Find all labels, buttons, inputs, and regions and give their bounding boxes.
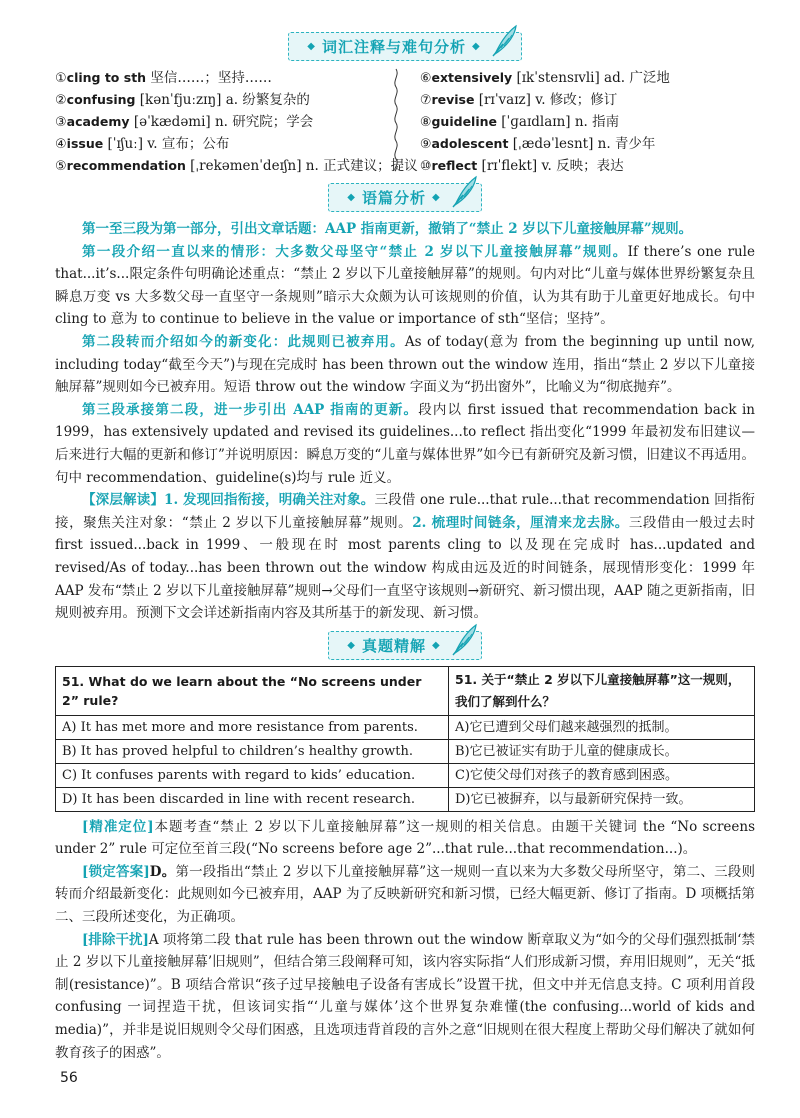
- vocab-gloss: [ˈɪʃuː] v. 宣布；公布: [103, 136, 230, 152]
- quill-icon: [449, 175, 479, 209]
- vocab-word: issue: [66, 136, 104, 151]
- vocab-num: ⑨: [419, 137, 432, 152]
- body-text: 本题考查“禁止 2 岁以下儿童接触屏幕”这一规则的相关信息。由题干关键词 the “No screens under 2” rule 可定位至首三段(“No screens before age 2”...that rule...that recommendation...)。: [55, 818, 755, 858]
- vocab-word: adolescent: [431, 136, 509, 151]
- highlight-text: 第一至三段为第一部分，引出文章话题：AAP 指南更新，撤销了“禁止 2 岁以下儿童接触屏幕”规则。: [82, 221, 693, 237]
- paragraph: [55, 241, 755, 331]
- vocab-gloss: [ɪkˈstensɪvli] ad. 广泛地: [512, 70, 670, 86]
- vocab-num: ④: [55, 137, 67, 152]
- table-row: [56, 739, 755, 763]
- vocab-list: [55, 67, 755, 177]
- vocab-gloss: [rɪˈvaɪz] v. 修改；修订: [474, 92, 618, 108]
- quill-icon: [449, 623, 479, 657]
- vocab-column-left: [55, 67, 418, 177]
- table-row: [56, 787, 755, 811]
- body-text: A 项将第二段 that rule has been thrown out the window 断章取义为“如今的父母们强烈抵制‘禁止 2 岁以下儿童接触屏幕’旧规则”，但结合第三段阐释可知，该内容实际指“人们形成新习惯，弃用旧规则”，无关“抵制(resistance)”。B 项结合常识“孩子过早接触电子设备有害成长”设置干扰，但文中并无信息支持。C 项利用首段 confusing 一词捏造干扰，但该词实指“‘儿童与媒体’这个世界复杂难懂(the confusing...world of kids and media)”，并非是说旧规则令父母们困惑，且选项违背首段的言外之意“旧规则在很大程度上帮助父母们解决了就如何教育孩子的困惑”。: [55, 931, 755, 1061]
- vocab-column-right: [402, 67, 755, 177]
- highlight-text: 第三段承接第二段，进一步引出 AAP 指南的更新。: [82, 401, 419, 418]
- answer-explanation: [55, 816, 755, 1065]
- vocab-section-header: [55, 32, 755, 61]
- vocab-item: [55, 67, 390, 89]
- column-divider: [390, 67, 402, 177]
- vocab-item: [420, 155, 755, 177]
- vocab-gloss: [ˌædəˈlesnt] n. 青少年: [508, 136, 656, 152]
- deep-reading-tag: 【深层解读】: [82, 492, 165, 509]
- discourse-section-header: [55, 183, 755, 212]
- vocab-item: [420, 67, 755, 89]
- vocab-num: ②: [55, 93, 67, 108]
- locate-tag: [精准定位]: [82, 818, 154, 835]
- bullet-icon: ◆: [347, 639, 356, 651]
- vocab-item: [55, 111, 390, 133]
- table-row: [56, 763, 755, 787]
- paragraph: [55, 489, 755, 625]
- vocab-item: [420, 89, 755, 111]
- bullet-icon: ◆: [432, 639, 441, 651]
- vocab-num: ⑤: [55, 159, 67, 174]
- discourse-analysis: [55, 218, 755, 625]
- vocab-item: [55, 155, 418, 177]
- vocab-num: ①: [55, 71, 67, 86]
- option-zh: B)它已被证实有助于儿童的健康成长。: [449, 739, 755, 763]
- vocab-num: ⑧: [419, 115, 432, 130]
- highlight-text: 第一段介绍一直以来的情形：大多数父母坚守“禁止 2 岁以下儿童接触屏幕”规则。: [82, 243, 628, 260]
- option-en: C) It confuses parents with regard to kids’ education.: [56, 763, 449, 787]
- vocab-word: extensively: [431, 70, 513, 85]
- option-zh: A)它已遭到父母们越来越强烈的抵制。: [449, 715, 755, 739]
- vocab-gloss: [ˌrekəmenˈdeɪʃn] n. 正式建议；提议: [185, 158, 418, 174]
- vocab-gloss: [əˈkædəmi] n. 研究院；学会: [129, 114, 314, 130]
- exam-banner: [328, 631, 481, 660]
- paragraph: [55, 861, 755, 929]
- paragraph: [55, 218, 755, 241]
- page-number: 56: [60, 1070, 78, 1086]
- vocab-word: revise: [431, 92, 475, 107]
- page-content: [55, 32, 755, 1064]
- vocab-item: [55, 89, 390, 111]
- vocab-num: ⑥: [419, 71, 432, 86]
- vocab-banner: [288, 32, 521, 61]
- question-zh: 51. 关于“禁止 2 岁以下儿童接触屏幕”这一规则，我们了解到什么？: [449, 666, 755, 715]
- option-en: B) It has proved helpful to children’s healthy growth.: [56, 739, 449, 763]
- vocab-word: confusing: [66, 92, 136, 107]
- option-zh: D)它已被摒弃，以与最新研究保持一致。: [449, 787, 755, 811]
- quill-icon: [489, 24, 519, 58]
- vocab-item: [55, 133, 390, 155]
- vocab-word: recommendation: [66, 158, 186, 173]
- option-en: A) It has met more and more resistance from parents.: [56, 715, 449, 739]
- wavy-divider-icon: [390, 67, 402, 172]
- vocab-gloss: 坚信……；坚持……: [146, 70, 272, 86]
- vocab-item: [420, 111, 755, 133]
- vocab-word: guideline: [431, 114, 497, 129]
- vocab-gloss: [kənˈfjuːzɪŋ] a. 纷繁复杂的: [135, 92, 310, 108]
- exclude-tag: [排除干扰]: [82, 931, 149, 948]
- vocab-num: ⑦: [419, 93, 432, 108]
- exam-section-header: [55, 631, 755, 660]
- answer-tag: [锁定答案]: [82, 863, 150, 880]
- exam-title: 真题精解: [361, 636, 426, 655]
- body-text: 段内以 first issued that recommendation back in 1999，has extensively updated and revised its guidelines...to reflect 指出变化“1999 年最初发布旧建议—后来进行大幅的更新和修订”并说明原因：瞬息万变的“儿童与媒体世界”如今已有新研究及新习惯，旧建议不再适用。句中 recommendation、guideline(s)均与 rule 近义。: [55, 401, 755, 486]
- body-text: If there’s one rule that...it’s...限定条件句明确论述重点：“禁止 2 岁以下儿童接触屏幕”的规则。句内对比“儿童与媒体世界纷繁复杂且瞬息万变 vs 大多数父母一直坚守一条规则”暗示大众颇为认可该规则的价值，认为其有助于儿童更好地成长。句中 cling to 意为 to continue to believe in the value or importance of sth“坚信；坚持”。: [55, 243, 755, 328]
- vocab-gloss: [rɪˈflekt] v. 反映；表达: [477, 158, 624, 174]
- discourse-title: 语篇分析: [361, 189, 426, 207]
- discourse-banner: [328, 183, 481, 212]
- highlight-text: 1. 发现回指衔接，明确关注对象。: [164, 492, 375, 509]
- question-table: [55, 666, 755, 812]
- vocab-num: ⑩: [419, 159, 432, 174]
- table-row: [56, 666, 755, 715]
- option-zh: C)它使父母们对孩子的教育感到困惑。: [449, 763, 755, 787]
- bullet-icon: ◆: [432, 192, 441, 203]
- vocab-gloss: [ˈɡaɪdlaɪn] n. 指南: [497, 114, 620, 130]
- table-row: [56, 715, 755, 739]
- highlight-text: 2. 梳理时间链条，厘清来龙去脉。: [412, 514, 629, 531]
- vocab-num: ③: [55, 115, 67, 130]
- bullet-icon: ◆: [472, 41, 481, 52]
- body-text: 第一段指出“禁止 2 岁以下儿童接触屏幕”这一规则一直以来为大多数父母所坚守，第二、三段则转而介绍最新变化：此规则如今已被弃用，AAP 为了反映新研究和新习惯，已经大幅更新、修订了指南。D 项概括第二、三段所述变化，为正确项。: [55, 863, 755, 926]
- paragraph: [55, 816, 755, 861]
- bullet-icon: ◆: [307, 41, 316, 52]
- answer-letter: D。: [149, 863, 176, 880]
- paragraph: [55, 399, 755, 489]
- highlight-text: 第二段转而介绍如今的新变化：此规则已被弃用。: [82, 333, 405, 350]
- vocab-title: 词汇注释与难句分析: [321, 38, 466, 56]
- paragraph: [55, 929, 755, 1065]
- question-en: 51. What do we learn about the “No screens under 2” rule?: [56, 666, 449, 715]
- vocab-word: reflect: [431, 158, 478, 173]
- body-text: As of today(意为 from the beginning up until now, including today“截至今天”)与现在完成时 has been thrown out the window 连用，指出“禁止 2 岁以下儿童接触屏幕”规则如今已被弃用。短语 throw out the window 字面义为“扔出窗外”，比喻义为“彻底抛弃”。: [55, 333, 756, 396]
- body-text: 三段借由一般过去时 first issued...back in 1999、一般现在时 most parents cling to 以及现在完成时 has...updated and revised/As of today...has been thrown out the window 构成由远及近的时间链条，展现情形变化：1999 年 AAP 发布“禁止 2 岁以下儿童接触屏幕”规则→父母们一直坚守该规则→新研究、新习惯出现，AAP 随之更新指南，旧规则被弃用。预测下文会详述新指南内容及其所基于的新发现、新习惯。: [55, 514, 756, 622]
- body-text: 三段借 one rule...that rule...that recommendation 回指衔接，聚焦关注对象：“禁止 2 岁以下儿童接触屏幕”规则。: [55, 492, 755, 531]
- paragraph: [55, 331, 755, 399]
- bullet-icon: ◆: [347, 192, 356, 203]
- vocab-word: cling to sth: [66, 70, 147, 85]
- option-en: D) It has been discarded in line with recent research.: [56, 787, 449, 811]
- vocab-word: academy: [66, 114, 130, 129]
- vocab-item: [420, 133, 755, 155]
